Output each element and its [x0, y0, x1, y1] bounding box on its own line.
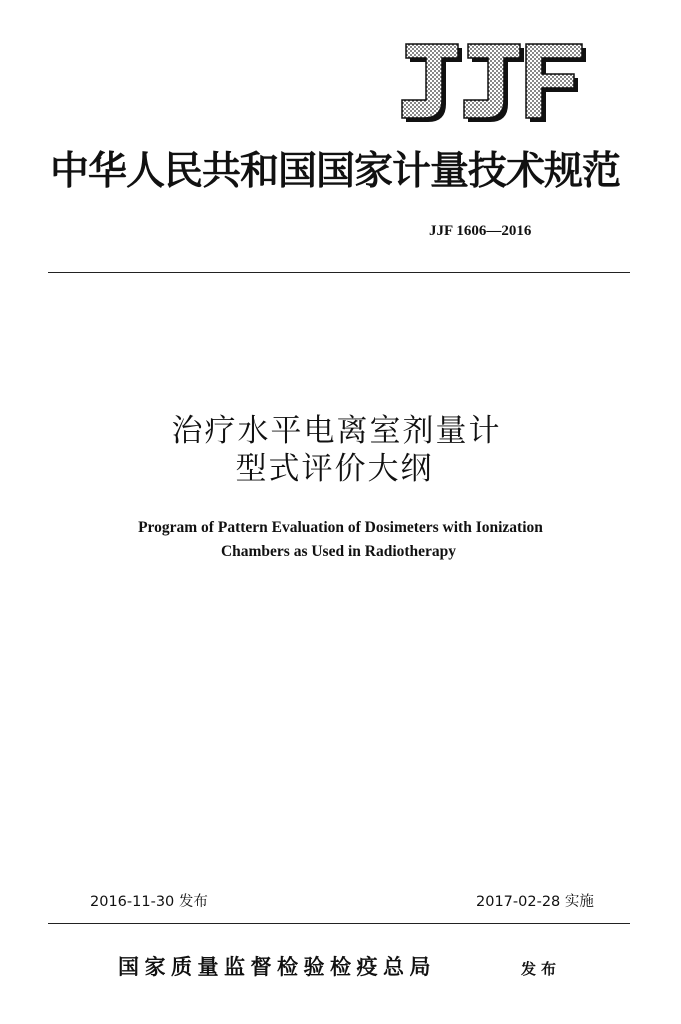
implementation-date: 2017-02-28 实施: [476, 894, 594, 910]
chinese-title-line-1: 治疗水平电离室剂量计: [171, 413, 502, 449]
publisher-name: 国家质量监督检验检疫总局: [118, 954, 436, 979]
bottom-divider: [48, 923, 630, 924]
standard-category-title: 中华人民共和国国家计量技术规范: [50, 148, 621, 194]
top-divider: [48, 272, 630, 273]
english-title-line-1: Program of Pattern Evaluation of Dosimeters with Ionization: [138, 519, 543, 536]
chinese-title-line-2: 型式评价大纲: [235, 451, 434, 487]
english-title-line-2: Chambers as Used in Radiotherapy: [220, 543, 457, 560]
publisher-suffix: 发布: [521, 960, 562, 978]
issue-date: 2016-11-30 发布: [90, 894, 208, 910]
document-code: JJF 1606—2016: [429, 223, 532, 239]
jjf-logo: [398, 42, 588, 122]
